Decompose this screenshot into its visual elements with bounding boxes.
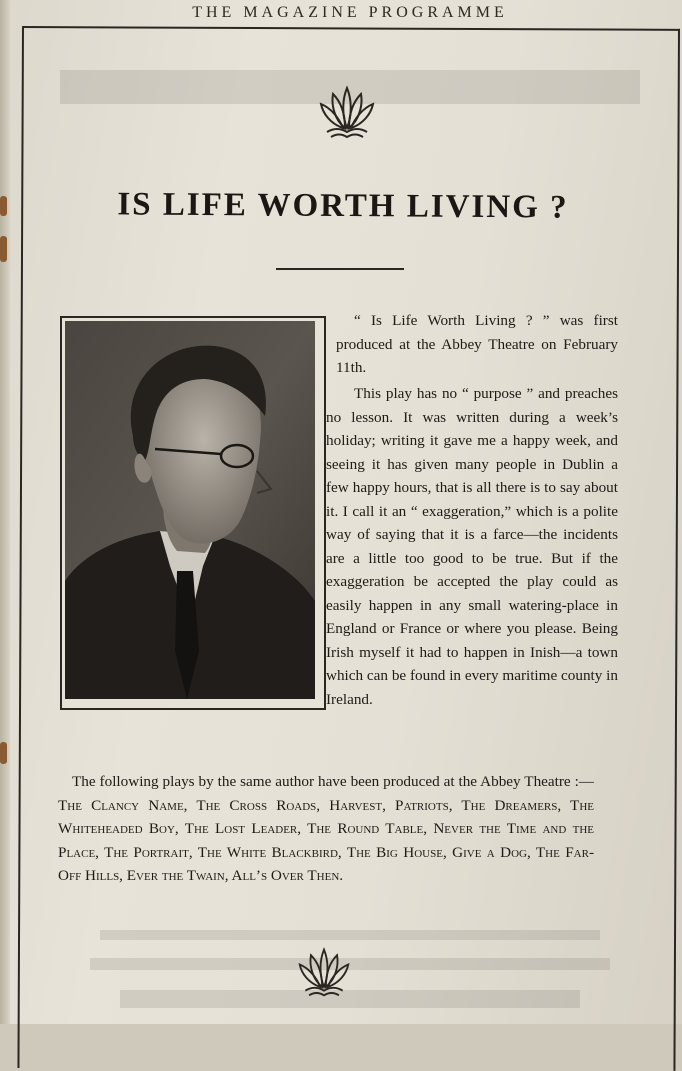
lotus-ornament-icon	[317, 82, 377, 142]
page-title: IS LIFE WORTH LIVING ?	[117, 186, 569, 226]
rust-stain	[0, 196, 7, 216]
title-rule	[276, 268, 404, 270]
body-paragraph: This play has no “ purpose ” and preaches no lesson. It was written during a week’s holiday; writing it gave me a happy week, and seeing it has given many people in Dublin a few happy hours, that is all there is to say about it. I call it an “ exaggeration,” which is a polite way of saying that it is a farce—the incidents are a little too good to be true. But if the exaggeration be accepted the play could as easily happen in any small watering-place in England or France or where you please. Being Irish myself it had to happen in Inish—a town which can be found in every maritime county in Ireland.	[326, 385, 618, 708]
intro-paragraph: “ Is Life Worth Living ? ” was first produced at the Abbey Theatre on February 11th.	[336, 312, 618, 376]
running-head: THE MAGAZINE PROGRAMME	[192, 4, 508, 21]
rust-stain	[0, 236, 7, 262]
plays-intro: The following plays by the same author have been produced at the Abbey Theatre :—	[72, 773, 594, 790]
author-portrait-photo	[65, 321, 315, 699]
bleed-through-shadow	[60, 920, 640, 1020]
page-spine-shadow	[0, 0, 10, 1024]
rust-stain	[0, 742, 7, 764]
plays-list: The Clancy Name, The Cross Roads, Harvest, Patriots, The Dreamers, The Whiteheaded Boy, The Lost Leader, The Round Table, Never the Time and the Place, The Portrait, The White Blackbird, The Big House, Give a Dog, The Far-Off Hills, Ever the Twain, All’s Over Then.	[58, 796, 594, 884]
author-portrait-frame	[60, 316, 326, 710]
plays-paragraph	[58, 770, 594, 888]
